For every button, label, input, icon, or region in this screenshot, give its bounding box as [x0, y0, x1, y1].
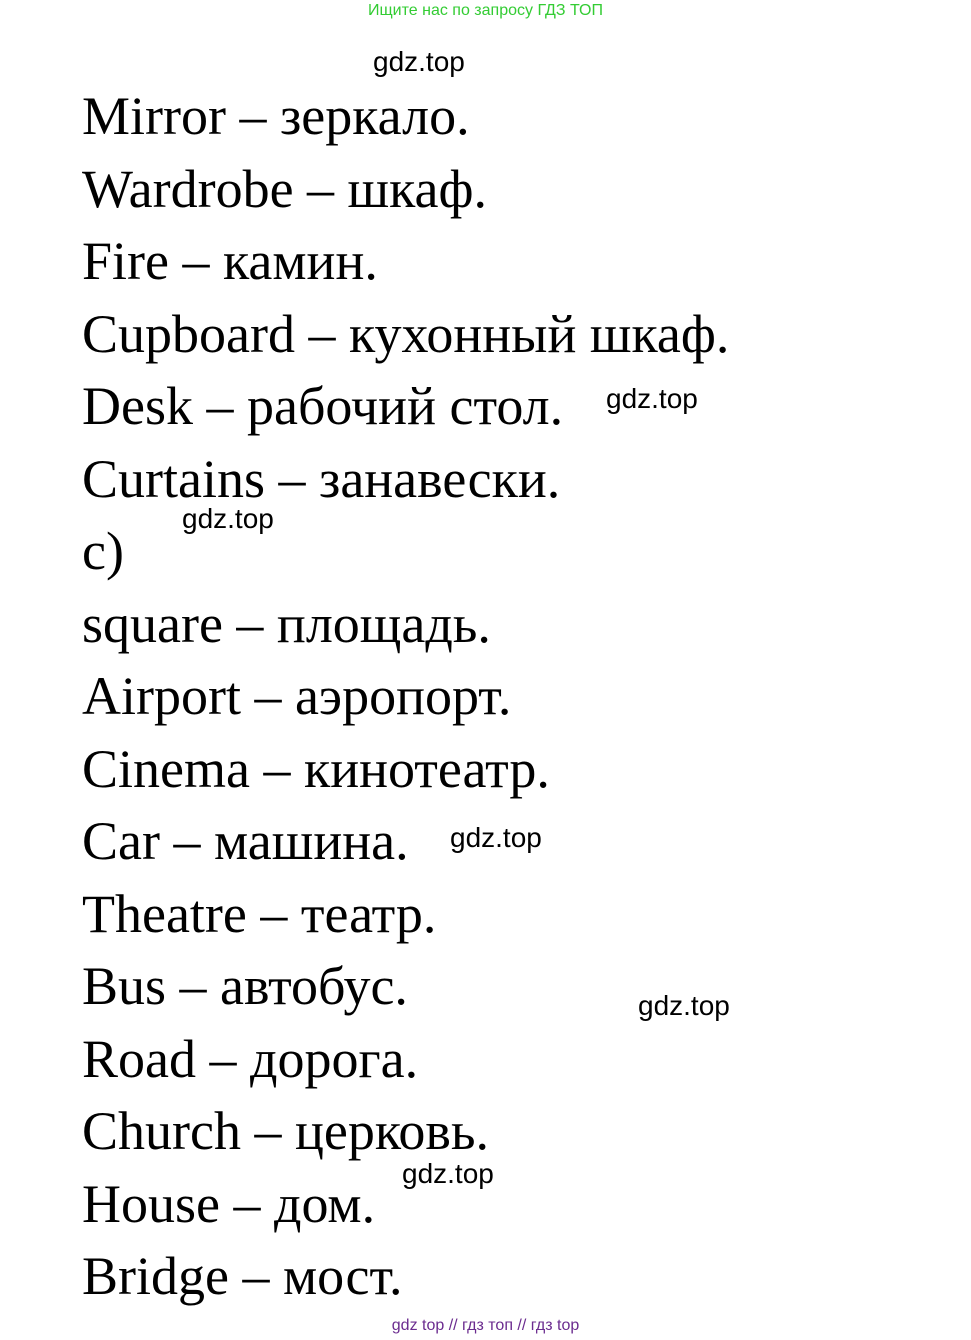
vocab-line: square – площадь.	[82, 593, 491, 654]
footer-watermark: gdz top // гдз топ // гдз top	[391, 1317, 580, 1334]
vocab-line: Road – дорога.	[82, 1028, 419, 1089]
vocab-line: Desk – рабочий стол.	[82, 376, 564, 436]
watermark: gdz.top	[606, 383, 698, 414]
vocab-line: Airport – аэропорт.	[82, 666, 512, 726]
vocab-line: Cupboard – кухонный шкаф.	[82, 303, 730, 364]
vocab-line: Mirror – зеркало.	[82, 86, 470, 146]
vocab-line: Bus – автобус.	[82, 956, 408, 1016]
vocab-line: House – дом.	[82, 1173, 376, 1234]
watermark: gdz.top	[182, 503, 274, 534]
vocab-line: Cinema – кинотеатр.	[82, 738, 550, 799]
vocab-line: Bridge – мост.	[82, 1246, 403, 1306]
top-search-banner: Ищите нас по запросу ГДЗ ТОП	[368, 2, 603, 19]
watermark: gdz.top	[638, 990, 730, 1021]
vocabulary-list	[82, 80, 729, 1313]
vocab-line: Car – машина.	[82, 811, 409, 871]
watermark: gdz.top	[450, 822, 542, 853]
vocab-line: Curtains – занавески.	[82, 448, 561, 509]
watermark: gdz.top	[402, 1158, 494, 1189]
vocab-line: Theatre – театр.	[82, 883, 437, 944]
watermark: gdz.top	[373, 46, 465, 77]
vocab-line: Wardrobe – шкаф.	[82, 158, 487, 219]
vocab-line: Church – церковь.	[82, 1101, 489, 1161]
vocab-line: Fire – камин.	[82, 231, 378, 291]
section-label: c)	[82, 521, 124, 581]
